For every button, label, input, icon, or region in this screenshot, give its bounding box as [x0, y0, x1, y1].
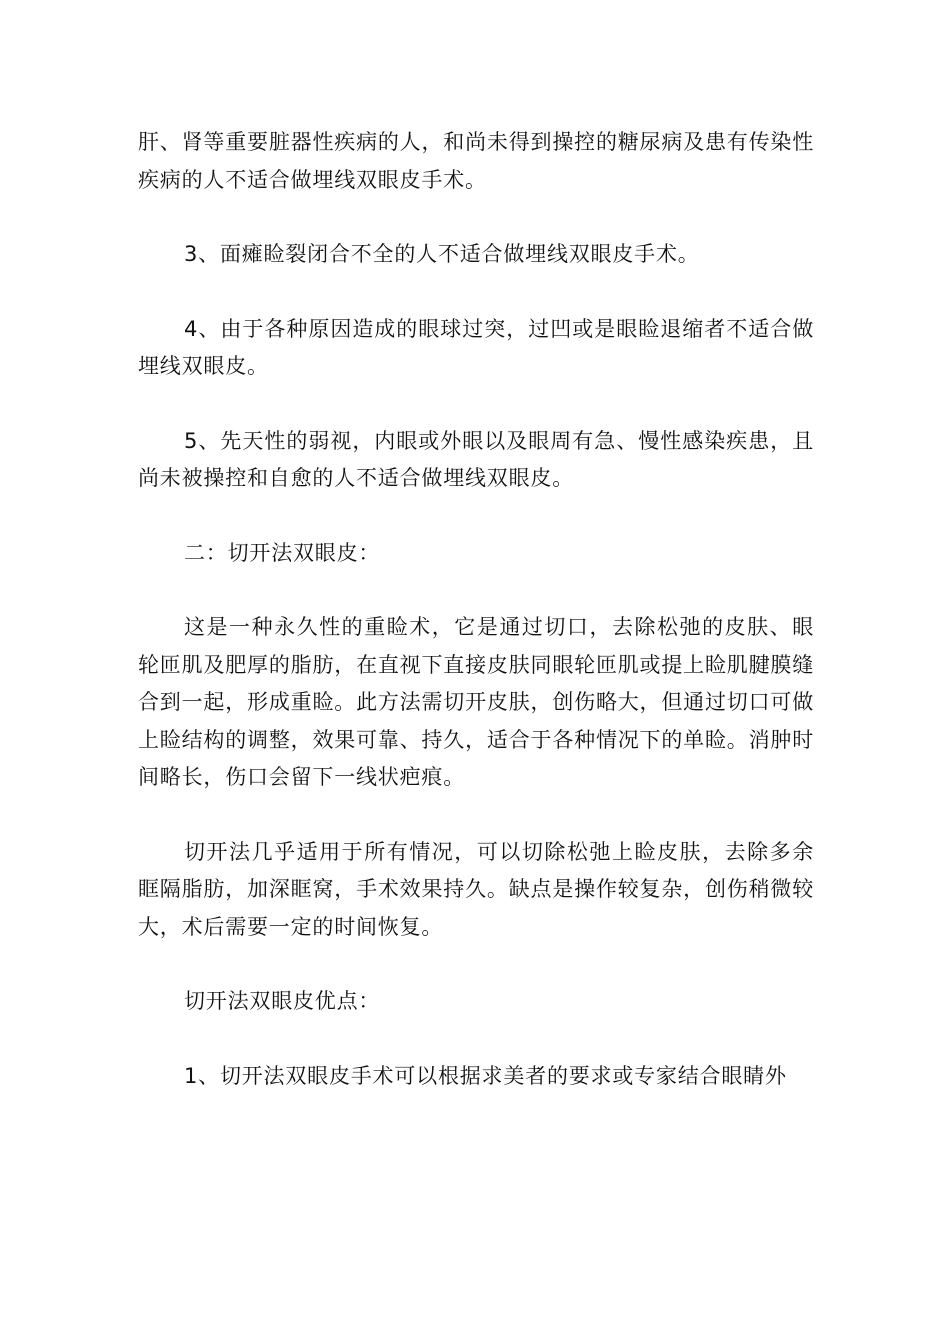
document-body [138, 124, 814, 1132]
paragraph-7: 1、切开法双眼皮手术可以根据求美者的要求或专家结合眼睛外 [184, 1063, 787, 1088]
paragraph-6: 切开法几乎适用于所有情况，可以切除松弛上睑皮肤，去除多余眶隔脂肪，加深眶窝，手术效果持久。缺点是操作较复杂，创伤稍微较大，术后需要一定的时间恢复。 [138, 839, 814, 939]
paragraph-2: 3、面瘫睑裂闭合不全的人不适合做埋线双眼皮手术。 [184, 242, 700, 266]
paragraph-3: 4、由于各种原因造成的眼球过突，过凹或是眼睑退缩者不适合做埋线双眼皮。 [138, 316, 814, 378]
section-heading: 二：切开法双眼皮： [184, 540, 381, 565]
subheading-advantages: 切开法双眼皮优点： [184, 989, 381, 1013]
paragraph-4: 5、先天性的弱视，内眼或外眼以及眼周有急、慢性感染疾患，且尚未被操控和自愈的人不适合做埋线双眼皮。 [138, 428, 814, 490]
paragraph-5: 这是一种永久性的重睑术，它是通过切口，去除松弛的皮肤、眼轮匝肌及肥厚的脂肪，在直视下直接皮肤同眼轮匝肌或提上睑肌腱膜缝合到一起，形成重睑。此方法需切开皮肤，创伤略大，但通过切口可做上睑结构的调整，效果可靠、持久，适合于各种情况下的单睑。消肿时间略长，伤口会留下一线状疤痕。 [138, 615, 814, 789]
paragraph-1: 肝、肾等重要脏器性疾病的人，和尚未得到操控的糖尿病及患有传染性疾病的人不适合做埋线双眼皮手术。 [138, 130, 814, 192]
